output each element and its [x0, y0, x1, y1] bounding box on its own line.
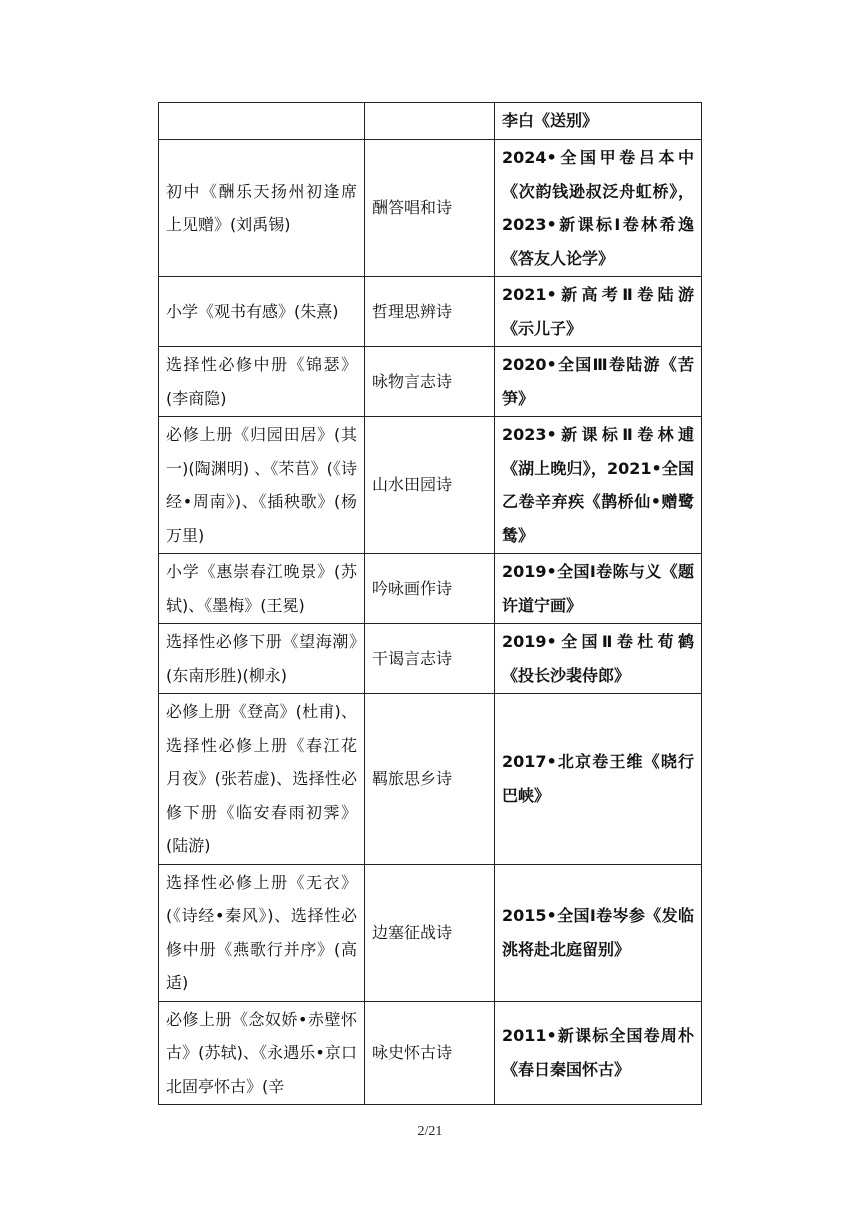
textbook-poem-cell: 选择性必修上册《无衣》(《诗经•秦风》)、选择性必修中册《燕歌行并序》(高适)	[159, 864, 365, 1001]
exam-poem-cell: 李白《送别》	[495, 103, 702, 140]
textbook-poem-cell: 选择性必修下册《望海潮》(东南形胜)(柳永)	[159, 624, 365, 694]
genre-cell: 羁旅思乡诗	[365, 694, 495, 865]
table-row	[159, 347, 702, 417]
table-row	[159, 624, 702, 694]
exam-poem-cell: 2020•全国Ⅲ卷陆游《苦笋》	[495, 347, 702, 417]
genre-cell: 边塞征战诗	[365, 864, 495, 1001]
table-row	[159, 694, 702, 865]
exam-poem-cell: 2019•全国Ⅱ卷杜荀鹤《投长沙裴侍郎》	[495, 624, 702, 694]
genre-cell: 山水田园诗	[365, 417, 495, 554]
exam-poem-cell: 2019•全国Ⅰ卷陈与义《题许道宁画》	[495, 554, 702, 624]
exam-poem-cell: 2024•全国甲卷吕本中《次韵钱逊叔泛舟虹桥》，2023•新课标Ⅰ卷林希逸《答友人论学》	[495, 140, 702, 277]
textbook-poem-cell: 小学《观书有感》(朱熹)	[159, 277, 365, 347]
page-number: 2/21	[417, 1124, 443, 1139]
textbook-poem-cell: 小学《惠崇春江晚景》(苏轼)、《墨梅》(王冕)	[159, 554, 365, 624]
genre-cell: 哲理思辨诗	[365, 277, 495, 347]
table-row	[159, 103, 702, 140]
exam-poem-cell: 2017•北京卷王维《晓行巴峡》	[495, 694, 702, 865]
genre-cell: 咏物言志诗	[365, 347, 495, 417]
table-row	[159, 554, 702, 624]
genre-cell: 干谒言志诗	[365, 624, 495, 694]
table-row	[159, 417, 702, 554]
exam-poem-cell: 2011•新课标全国卷周朴《春日秦国怀古》	[495, 1001, 702, 1105]
textbook-poem-cell: 必修上册《归园田居》(其一)(陶渊明) 、《芣苢》(《诗经•周南》)、《插秧歌》(杨万里)	[159, 417, 365, 554]
poetry-table	[158, 102, 702, 1105]
genre-cell: 吟咏画作诗	[365, 554, 495, 624]
textbook-poem-cell: 必修上册《登高》(杜甫)、选择性必修上册《春江花月夜》(张若虚)、选择性必修下册《临安春雨初霁》(陆游)	[159, 694, 365, 865]
genre-cell	[365, 103, 495, 140]
textbook-poem-cell: 选择性必修中册《锦瑟》(李商隐)	[159, 347, 365, 417]
textbook-poem-cell: 初中《酬乐天扬州初逢席上见赠》(刘禹锡)	[159, 140, 365, 277]
table-row	[159, 140, 702, 277]
textbook-poem-cell	[159, 103, 365, 140]
exam-poem-cell: 2023•新课标Ⅱ卷林逋《湖上晚归》，2021•全国乙卷辛弃疾《鹊桥仙•赠鹭鸶》	[495, 417, 702, 554]
genre-cell: 咏史怀古诗	[365, 1001, 495, 1105]
genre-cell: 酬答唱和诗	[365, 140, 495, 277]
table-row	[159, 864, 702, 1001]
exam-poem-cell: 2021•新高考Ⅱ卷陆游《示儿子》	[495, 277, 702, 347]
textbook-poem-cell: 必修上册《念奴娇•赤壁怀古》(苏轼)、《永遇乐•京口北固亭怀古》(辛	[159, 1001, 365, 1105]
table-row	[159, 1001, 702, 1105]
exam-poem-cell: 2015•全国Ⅰ卷岑参《发临洮将赴北庭留别》	[495, 864, 702, 1001]
table-row	[159, 277, 702, 347]
